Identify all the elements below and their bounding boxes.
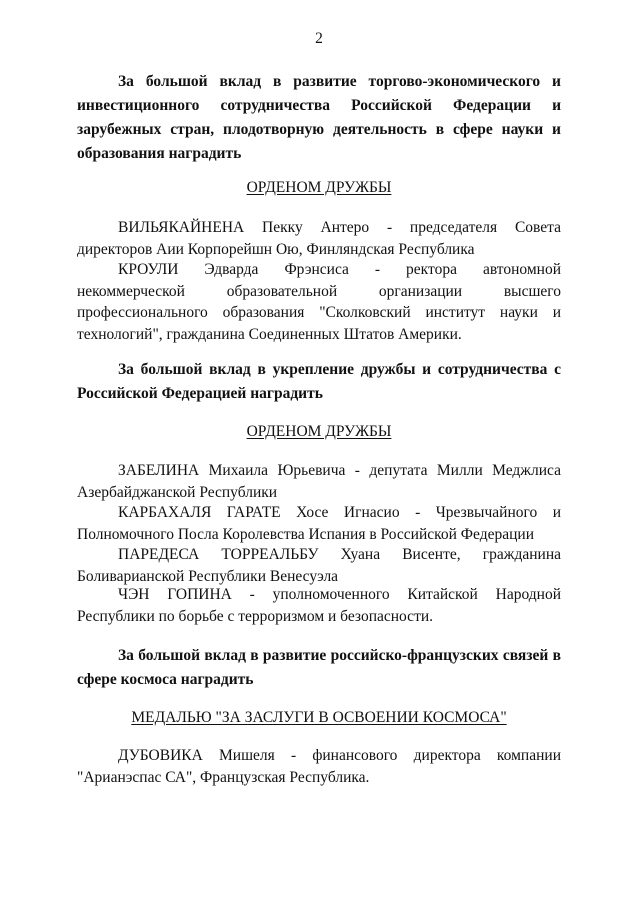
section-2-entry-2: КАРБАХАЛЯ ГАРАТЕ Хосе Игнасио - Чрезвычайного и Полномочного Посла Королевства Испания в Российской Федерации (77, 504, 561, 543)
section-2-entry-3: ПАРЕДЕСА ТОРРЕАЛЬБУ Хуана Висенте, гражданина Боливарианской Республики Венесуэла (77, 546, 561, 585)
section-3-title: За большой вклад в развитие российско-французских связей в сфере космоса наградить (77, 647, 561, 688)
section-1-entry-2: КРОУЛИ Эдварда Фрэнсиса - ректора автономной некоммерческой образовательной организации высшего профессионального образования "Сколковский институт науки и технологий", гражданина Соединенных Штатов Америки. (77, 261, 561, 343)
section-3-entry-1: ДУБОВИКА Мишеля - финансового директора компании "Арианэспас СА", Французская Республика. (77, 747, 561, 786)
section-2-title: За большой вклад в укрепление дружбы и сотрудничества с Российской Федерацией наградить (77, 361, 561, 402)
section-2-entry-1: ЗАБЕЛИНА Михаила Юрьевича - депутата Милли Меджлиса Азербайджанской Республики (77, 462, 561, 501)
section-1-entry-1: ВИЛЬЯКАЙНЕНА Пекку Антеро - председателя Совета директоров Аии Корпорейшн Ою, Финляндская Республика (77, 219, 561, 258)
section-3-award: МЕДАЛЬЮ "ЗА ЗАСЛУГИ В ОСВОЕНИИ КОСМОСА" (131, 709, 507, 726)
section-1-title: За большой вклад в развитие торгово-экономического и инвестиционного сотрудничества Российской Федерации и зарубежных стран, плодотворную деятельность в сфере науки и образования наградить (77, 73, 561, 162)
page-number: 2 (315, 30, 323, 47)
section-1-award: ОРДЕНОМ ДРУЖБЫ (246, 179, 392, 196)
section-2-award: ОРДЕНОМ ДРУЖБЫ (246, 423, 392, 440)
section-2-entry-4: ЧЭН ГОПИНА - уполномоченного Китайской Народной Республики по борьбе с терроризмом и безопасности. (77, 586, 561, 625)
document-page (77, 0, 561, 905)
